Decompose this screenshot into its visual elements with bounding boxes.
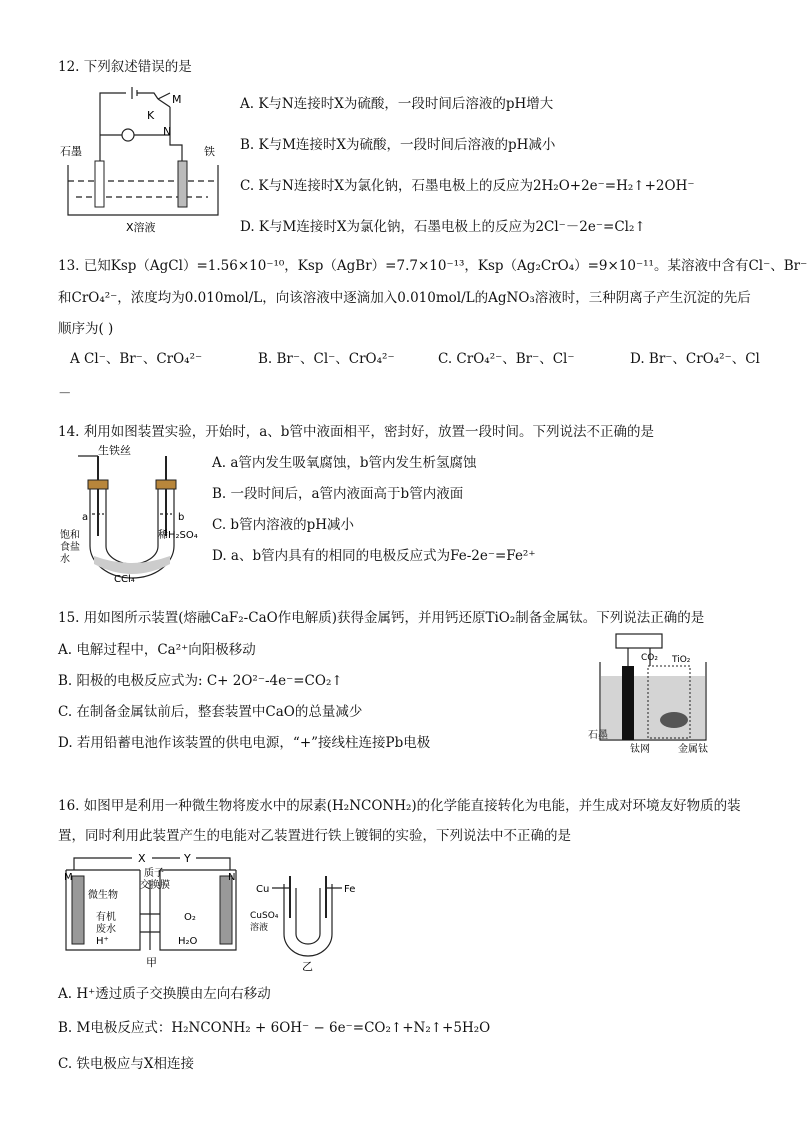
q12-label-m: M — [172, 93, 182, 106]
q14-label-acid: 稀H₂SO₄ — [158, 530, 198, 541]
q16-label-h2o: H₂O — [178, 936, 198, 947]
q14-label-left1: 饱和 — [60, 530, 80, 541]
q16-label-n: N — [228, 872, 236, 883]
q16-label-cuso4-2: 溶液 — [250, 923, 269, 933]
q15-label-tio2: TiO₂ — [672, 655, 691, 665]
q16-cell-figure-yi — [250, 874, 364, 974]
q13-option-d: D. Br⁻、CrO₄²⁻、Cl — [630, 351, 760, 367]
q16-label-yi: 乙 — [302, 960, 313, 973]
q12-option-d: D. K与M连接时X为氯化钠，石墨电极上的反应为2Cl⁻－2e⁻=Cl₂↑ — [240, 219, 646, 235]
q16-cell-figure-jia — [60, 850, 250, 970]
q13-option-c: C. CrO₄²⁻、Br⁻、Cl⁻ — [438, 351, 575, 367]
q15-electrolysis-figure — [588, 632, 738, 756]
q16-label-org1: 有机 — [96, 912, 116, 923]
q12-option-a: A. K与N连接时X为硫酸，一段时间后溶液的pH增大 — [240, 96, 554, 112]
q12-label-k: K — [147, 109, 155, 122]
q13-line3: 顺序为( ) — [58, 321, 114, 337]
q14-label-a: a — [82, 512, 89, 523]
q12-stem: 12. 下列叙述错误的是 — [58, 59, 192, 75]
q14-label-left2: 食盐 — [60, 542, 80, 553]
q14-option-a: A. a管内发生吸氧腐蚀，b管内发生析氢腐蚀 — [212, 455, 477, 471]
q12-label-n: N — [163, 125, 172, 138]
q15-label-graphite: 石墨 — [588, 730, 608, 741]
q16-label-org2: 废水 — [96, 924, 116, 935]
q14-label-b: b — [178, 512, 185, 523]
q16-label-microbe: 微生物 — [88, 890, 118, 901]
q16-label-hplus: H⁺ — [96, 936, 109, 947]
q16-option-b: B. M电极反应式：H₂NCONH₂ + 6OH⁻ − 6e⁻=CO₂↑+N₂↑+5H₂O — [58, 1020, 491, 1036]
q16-label-cuso4-1: CuSO₄ — [250, 911, 279, 921]
q15-label-co2: CO₂ — [641, 653, 658, 663]
q12-option-b: B. K与M连接时X为硫酸，一段时间后溶液的pH减小 — [240, 137, 556, 153]
q15-label-mesh: 钛网 — [630, 744, 650, 755]
q15-option-c: C. 在制备金属钛前后，整套装置中CaO的总量减少 — [58, 704, 363, 720]
q13-option-a: A Cl⁻、Br⁻、CrO₄²⁻ — [70, 351, 203, 367]
q14-label-left3: 水 — [60, 554, 70, 565]
q12-electrolysis-figure — [58, 85, 233, 235]
q13-option-b: B. Br⁻、Cl⁻、CrO₄²⁻ — [258, 351, 395, 367]
q16-label-membrane1: 质子 — [144, 868, 164, 879]
q15-option-d: D. 若用铅蓄电池作该装置的供电电源，“+”接线柱连接Pb电极 — [58, 735, 431, 751]
q16-label-x: X — [138, 852, 146, 865]
q12-label-iron: 铁 — [204, 145, 215, 158]
q16-label-fe: Fe — [344, 884, 356, 895]
q14-label-wire: 生铁丝 — [98, 444, 131, 457]
q13-line2: 和CrO₄²⁻，浓度均为0.010mol/L，向该溶液中逐滴加入0.010mol/L的AgNO₃溶液时，三种阴离子产生沉淀的先后 — [58, 290, 751, 306]
q12-option-c: C. K与N连接时X为氯化钠，石墨电极上的反应为2H₂O+2e⁻=H₂↑+2OH⁻ — [240, 178, 695, 194]
q16-label-y: Y — [184, 852, 191, 865]
q14-u-tube-figure — [58, 446, 208, 586]
q15-option-a: A. 电解过程中，Ca²⁺向阳极移动 — [58, 642, 256, 658]
q16-label-cu: Cu — [256, 884, 270, 895]
q14-option-c: C. b管内溶液的pH减小 — [212, 517, 354, 533]
q14-stem: 14. 利用如图装置实验，开始时，a、b管中液面相平，密封好，放置一段时间。下列说法不正确的是 — [58, 424, 654, 440]
q13-line1: 13. 已知Ksp（AgCl）=1.56×10⁻¹⁰，Ksp（AgBr）=7.7×10⁻¹³，Ksp（Ag₂CrO₄）=9×10⁻¹¹。某溶液中含有Cl⁻、Br⁻ — [58, 258, 807, 274]
q16-label-jia: 甲 — [146, 956, 157, 969]
q12-label-solution: X溶液 — [126, 221, 156, 234]
q14-option-b: B. 一段时间后，a管内液面高于b管内液面 — [212, 486, 464, 502]
q12-label-graphite: 石墨 — [60, 145, 82, 158]
q16-label-m: M — [64, 872, 73, 883]
q14-option-d: D. a、b管内具有的相同的电极反应式为Fe-2e⁻=Fe²⁺ — [212, 548, 536, 564]
q15-stem: 15. 用如图所示装置(熔融CaF₂-CaO作电解质)获得金属钙，并用钙还原TiO₂制备金属钛。下列说法正确的是 — [58, 610, 705, 626]
q16-label-o2: O₂ — [184, 912, 196, 923]
q14-label-ccl4: CCl₄ — [114, 574, 135, 585]
q16-line2: 置，同时利用此装置产生的电能对乙装置进行铁上镀铜的实验，下列说法中不正确的是 — [58, 828, 571, 844]
q13-option-d-tail: － — [58, 386, 72, 402]
q16-label-membrane2: 交换膜 — [140, 880, 170, 891]
q16-line1: 16. 如图甲是利用一种微生物将废水中的尿素(H₂NCONH₂)的化学能直接转化为电能，并生成对环境友好物质的装 — [58, 798, 741, 814]
q16-option-c: C. 铁电极应与X相连接 — [58, 1056, 195, 1072]
q15-option-b: B. 阳极的电极反应式为: C+ 2O²⁻-4e⁻=CO₂↑ — [58, 673, 343, 689]
q16-option-a: A. H⁺透过质子交换膜由左向右移动 — [58, 986, 271, 1002]
q15-label-ti: 金属钛 — [678, 744, 708, 755]
